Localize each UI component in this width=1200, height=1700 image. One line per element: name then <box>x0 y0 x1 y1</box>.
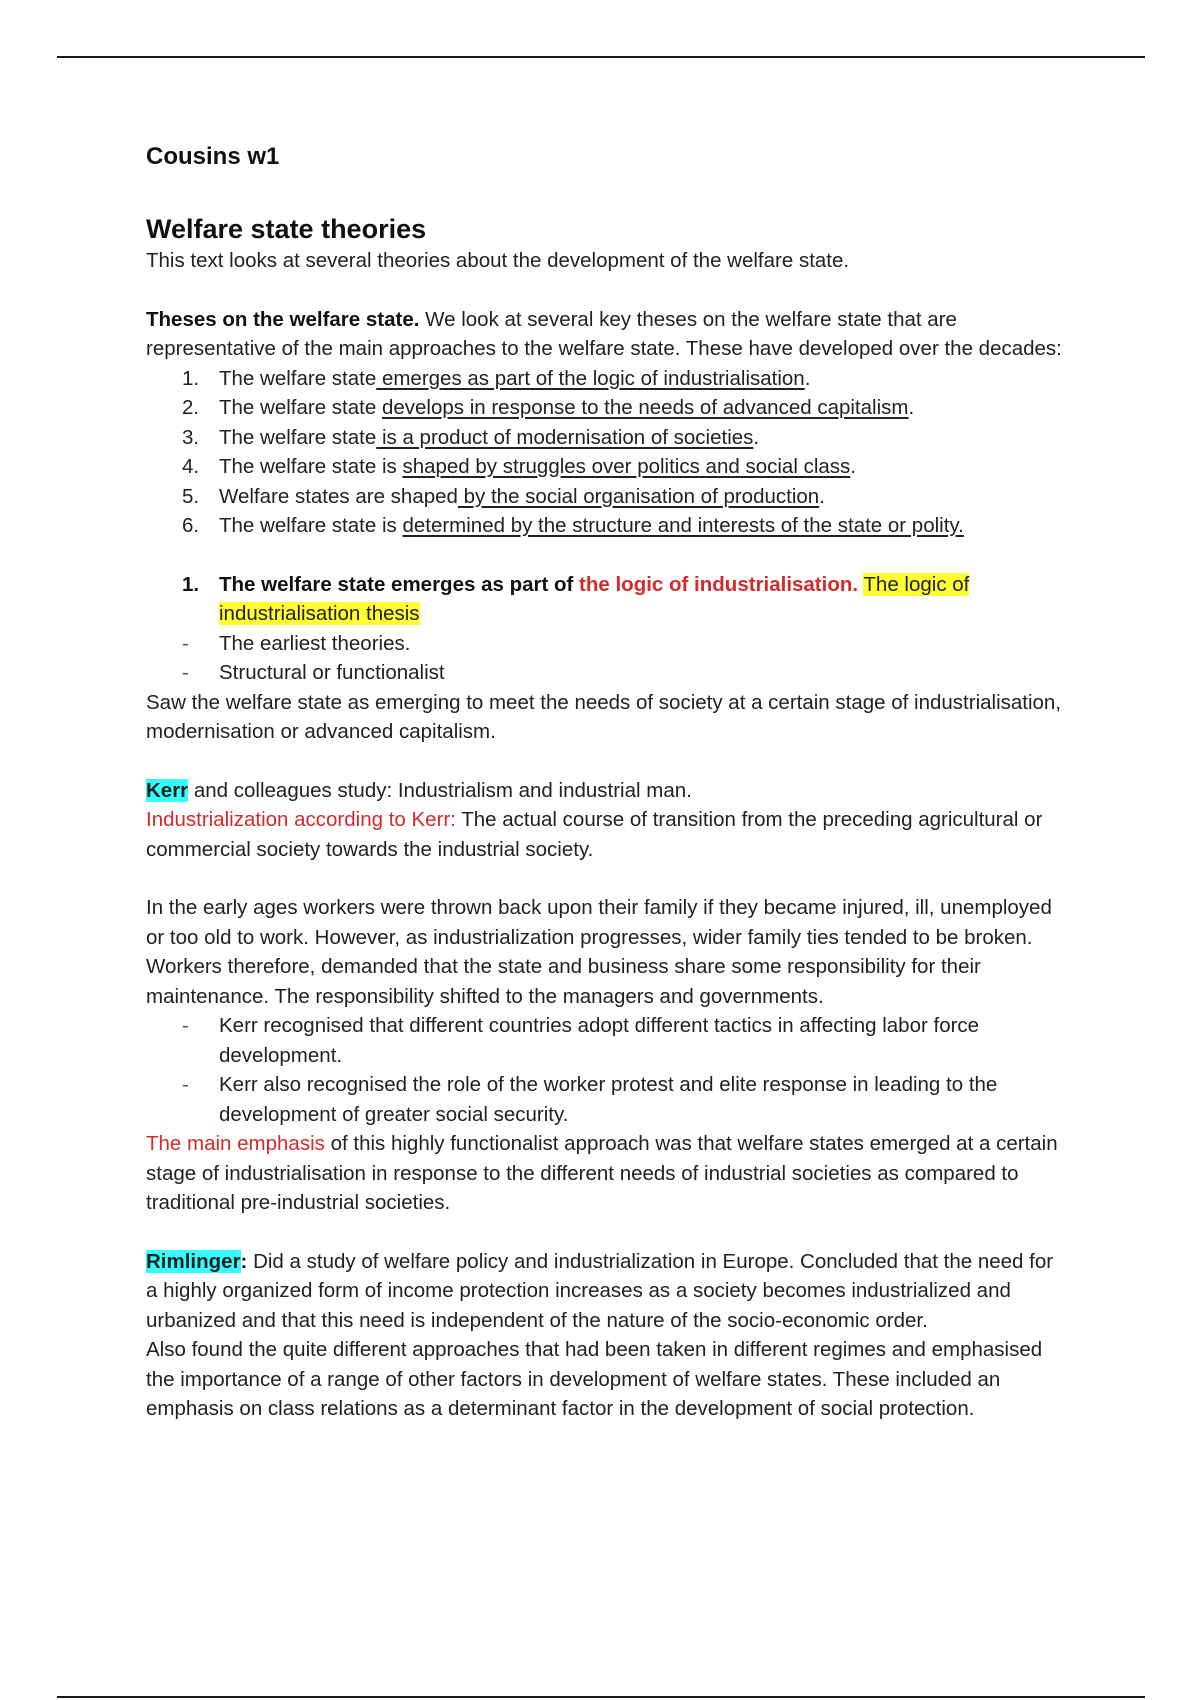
point-1-heading: 1. The welfare state emerges as part of the logic of industrialisation. The logic of industrialisation thesis <box>182 572 970 625</box>
thesis-item: 1. The welfare state emerges as part of the logic of industrialisation. <box>182 366 811 390</box>
early-ages-paragraph: In the early ages workers were thrown back upon their family if they became injured, ill, unemployed or too old to work. However, as industrialization progresses, wider family ties tended to be broken. Workers therefore, demanded that the state and business share some responsibility for their maintenance. The responsibility shifted to the managers and governments. <box>146 896 1052 1008</box>
thesis-item: 4. The welfare state is shaped by struggles over politics and social class. <box>182 455 856 478</box>
top-rule <box>57 56 1145 58</box>
theses-list <box>146 364 1066 541</box>
thesis-item: 5. Welfare states are shaped by the social organisation of production. <box>182 484 825 508</box>
emphasis-paragraph: The main emphasis of this highly functionalist approach was that welfare states emerged at a certain stage of industrialisation in response to the different needs of industrial societies as compared to traditional pre-industrial societies. <box>146 1132 1058 1214</box>
bullet-item: - The earliest theories. <box>182 631 411 655</box>
theses-heading: Theses on the welfare state. <box>146 307 420 331</box>
thesis-highlight: The logic of industrialisation thesis <box>219 572 970 625</box>
thesis-item: 6. The welfare state is determined by the structure and interests of the state or polity. <box>182 514 964 537</box>
kerr-definition: Industrialization according to Kerr: The actual course of transition from the preceding agricultural or commercial society towards the industrial society. <box>146 808 1043 861</box>
rimlinger-paragraph-2: Also found the quite different approaches that had been taken in different regimes and emphasised the importance of a range of other factors in development of welfare states. These included an emphasis on class relations as a determinant factor in the development of social protection. <box>146 1338 1043 1420</box>
document-title: Cousins w1 <box>146 143 280 170</box>
bullet-item: - Structural or functionalist <box>182 661 445 684</box>
section-title: Welfare state theories <box>146 214 427 244</box>
thesis-item: 3. The welfare state is a product of modernisation of societies. <box>182 425 760 449</box>
rimlinger-highlight: Rimlinger <box>146 1249 241 1273</box>
theses-text: We look at several key theses on the welfare state that are representative of the main approaches to the welfare state. These have developed over the decades: <box>146 307 1062 360</box>
document-page <box>146 142 1066 1424</box>
point-1-bullets <box>146 629 1066 688</box>
thesis-item: 2. The welfare state develops in response to the needs of advanced capitalism. <box>182 396 915 419</box>
intro-paragraph: This text looks at several theories about the development of the welfare state. <box>146 249 850 272</box>
rimlinger-paragraph: Rimlinger: Did a study of welfare policy and industrialization in Europe. Concluded that the need for a highly organized form of income protection increases as a society becomes industrialized and urbanized and that this need is independent of the nature of the socio-economic order. <box>146 1249 1054 1332</box>
saw-paragraph: Saw the welfare state as emerging to meet the needs of society at a certain stage of industrialisation, modernisation or advanced capitalism. <box>146 690 1062 743</box>
bullet-item: - Kerr also recognised the role of the worker protest and elite response in leading to the development of greater social security. <box>182 1073 998 1126</box>
kerr-study: Kerr and colleagues study: Industrialism and industrial man. <box>146 778 692 802</box>
bullet-item: - Kerr recognised that different countries adopt different tactics in affecting labor force development. <box>182 1014 980 1067</box>
bottom-rule <box>57 1696 1145 1698</box>
kerr-highlight: Kerr <box>146 778 189 802</box>
kerr-bullets <box>146 1011 1066 1129</box>
theses-paragraph <box>146 305 1066 364</box>
